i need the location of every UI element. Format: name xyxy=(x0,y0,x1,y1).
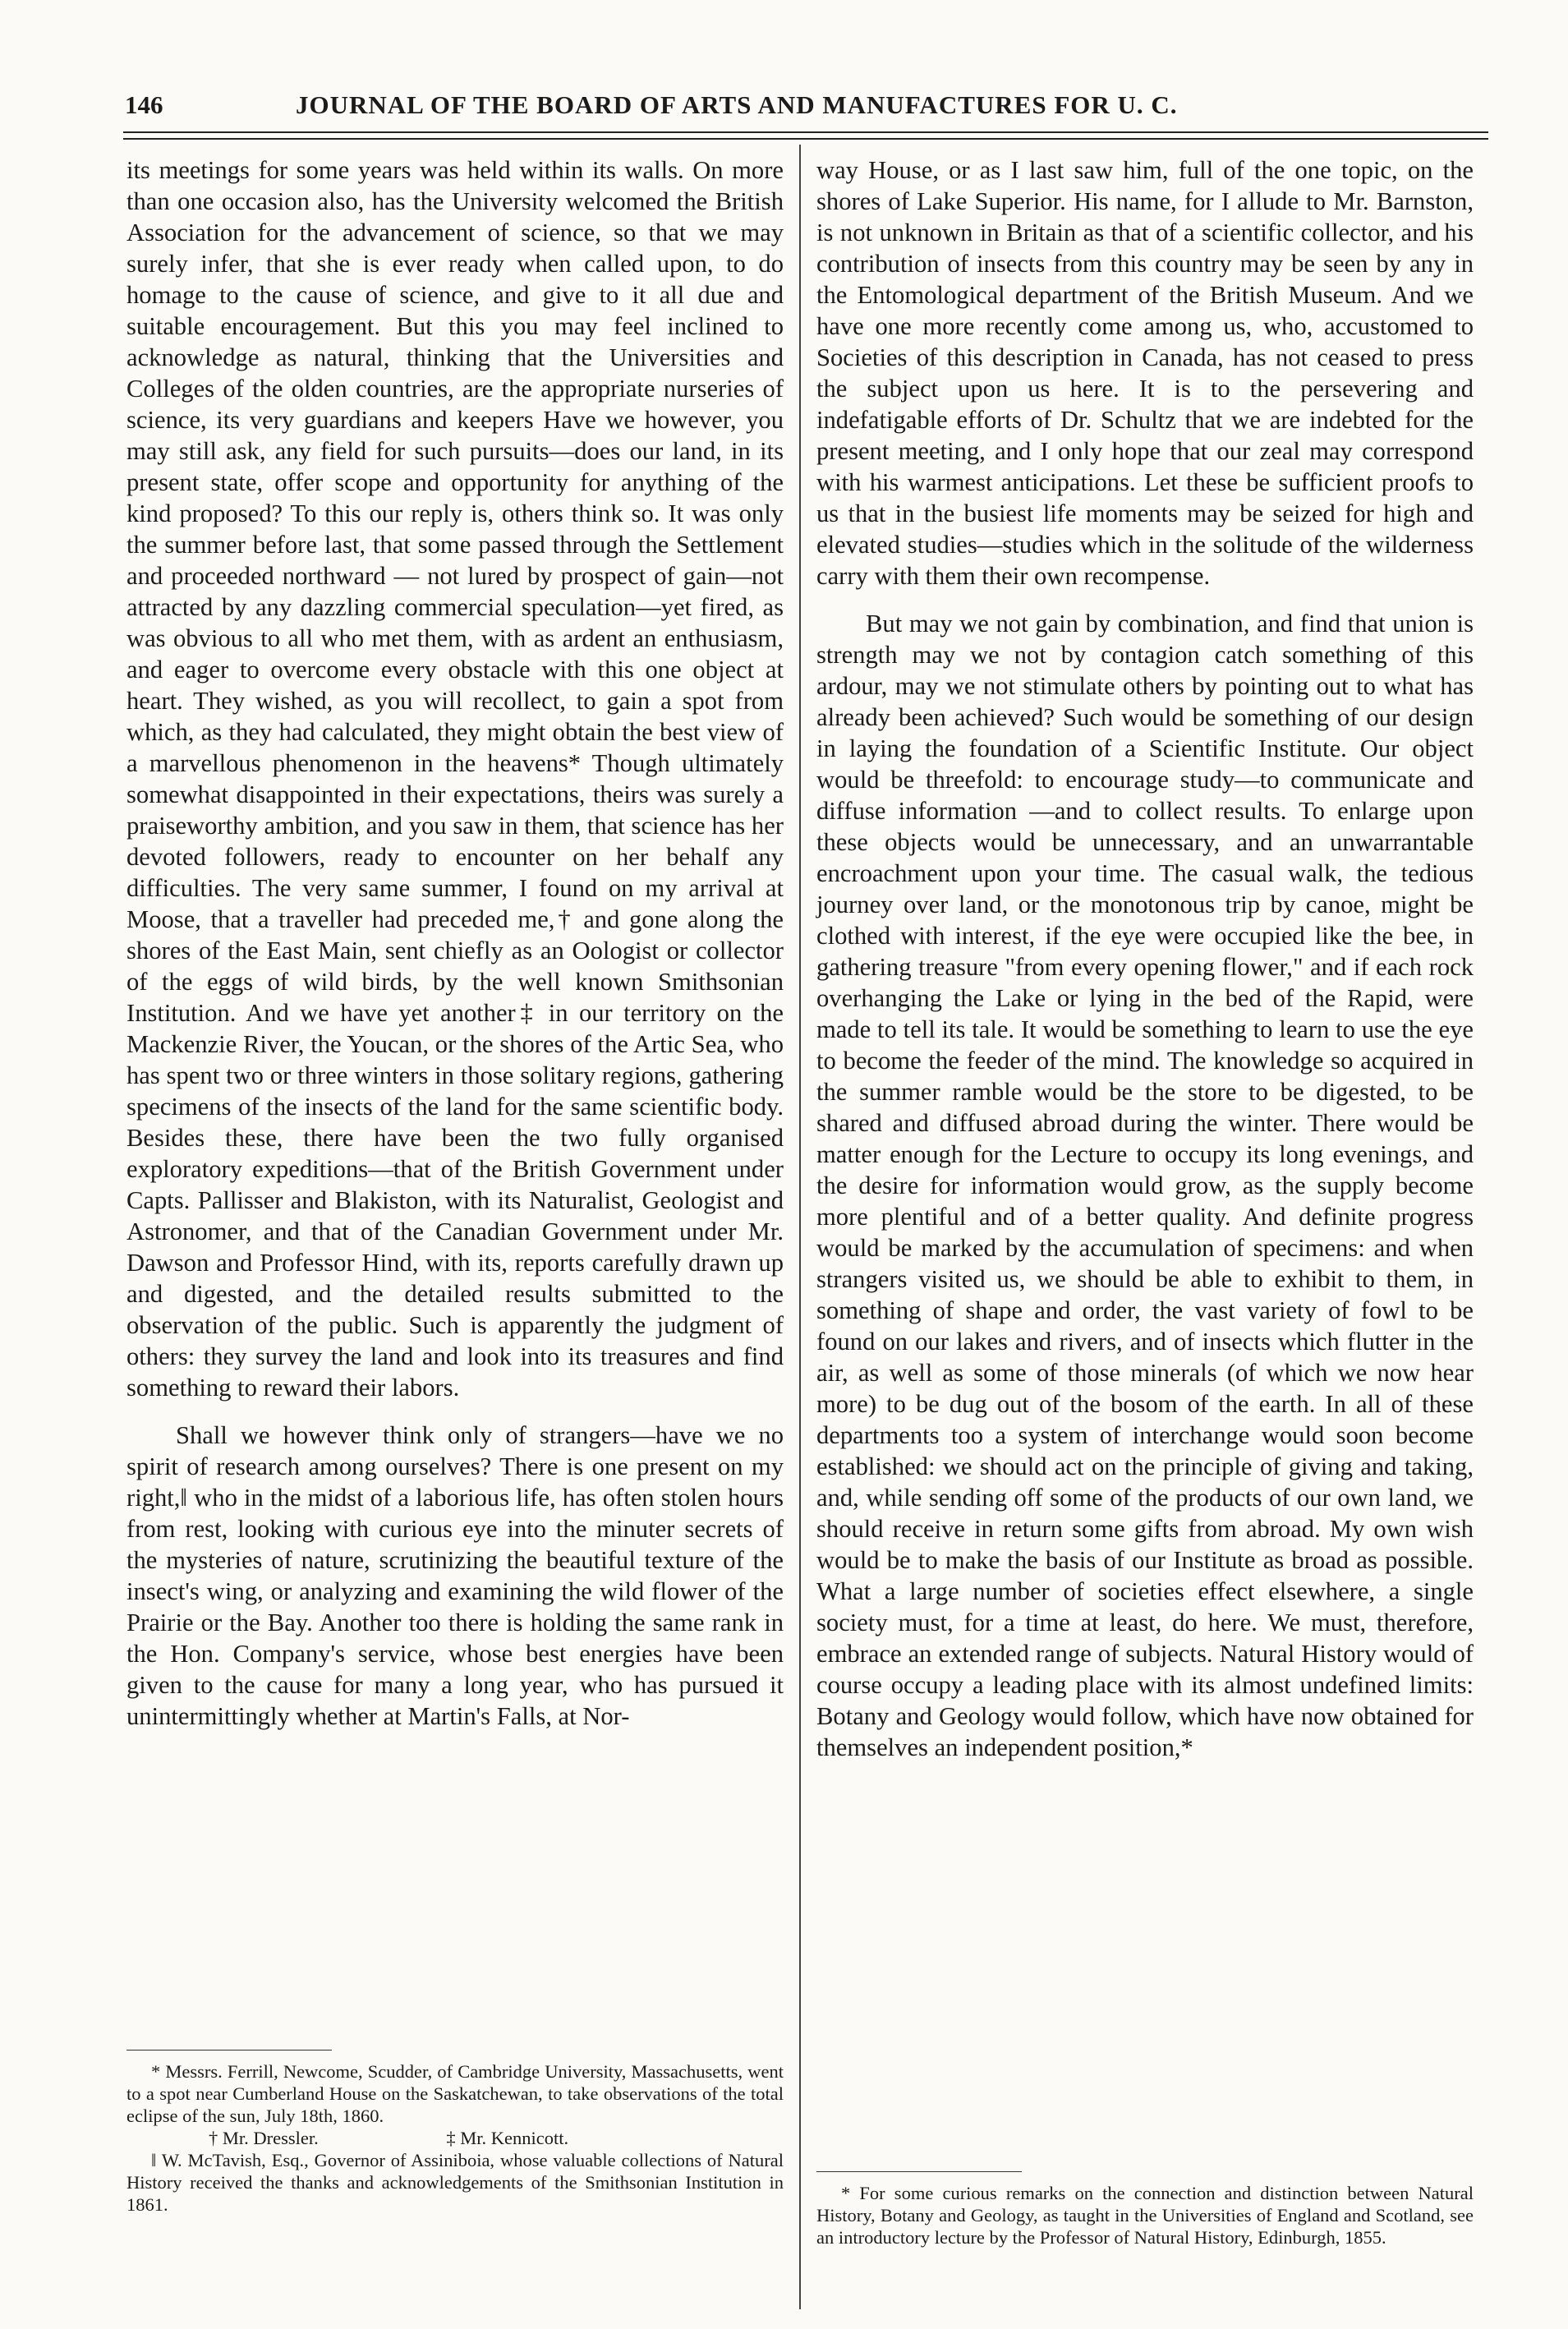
footnote-star-right: * For some curious remarks on the connection and distinction between Natural History, Botany and Geology, as taught in the Universities of England and Scotland, see an introductory lecture by the Professor of Natural History, Edinburgh, 1855. xyxy=(816,2183,1474,2248)
right-column xyxy=(816,154,1474,1763)
footnote-double-dagger: ‡ Mr. Kennicott. xyxy=(446,2128,569,2148)
footnote-daggers xyxy=(126,2127,784,2149)
running-head: JOURNAL OF THE BOARD OF ARTS AND MANUFACTURES FOR U. C. xyxy=(296,90,1178,119)
right-paragraph-2: But may we not gain by combination, and find that union is strength may we not by contagion catch something of this ardour, may we not stimulate others by pointing out to what has already been achieved? Such would be something of our design in laying the foundation of a Scientific Institute. Our object would be threefold: to encourage study—to communicate and diffuse information —and to collect results. To enlarge upon these objects would be unnecessary, and an unwarrantable encroachment upon your time. The casual walk, the tedious journey over land, or the monotonous trip by canoe, might be clothed with interest, if the eye were occupied like the bee, in gathering treasure "from every opening flower," and if each rock overhanging the Lake or lying in the bed of the Rapid, were made to tell its tale. It would be something to learn to use the eye to become the feeder of the mind. The knowledge so acquired in the summer ramble would be the store to be digested, to be shared and diffused abroad during the winter. There would be matter enough for the Lecture to occupy its long evenings, and the desire for information would grow, as the supply become more plentiful and of a better quality. And definite progress would be marked by the accumulation of specimens: and when strangers visited us, we should be able to exhibit to them, in something of shape and order, the vast variety of fowl to be found on our lakes and rivers, and of insects which flutter in the air, as well as some of those minerals (of which we now hear more) to be dug out of the bosom of the earth. In all of these departments too a system of interchange would soon become established: we should act on the principle of giving and taking, and, while sending off some of the products of our own land, we should receive in return some gifts from abroad. My own wish would be to make the basis of our Institute as broad as possible. What a large number of societies effect elsewhere, a single society must, for a time at least, do here. We must, therefore, embrace an extended range of subjects. Natural History would of course occupy a leading place with its almost undefined limits: Botany and Geology would follow, which have now obtained for themselves an independent position,* xyxy=(816,610,1474,1761)
left-paragraph-2: Shall we however think only of strangers—have we no spirit of research among ourselves? There is one present on my right,‖ who in the midst of a laborious life, has often stolen hours from rest, looking with curious eye into the minuter secrets of the mysteries of nature, scrutinizing the beautiful texture of the insect's wing, or analyzing and examining the wild flower of the Prairie or the Bay. Another too there is holding the same rank in the Hon. Company's service, whose best energies have been given to the cause for many a long year, who has pursued it unintermittingly whether at Martin's Falls, at Nor- xyxy=(126,1421,784,1730)
column-divider xyxy=(799,145,801,2309)
footnote-parallel: ‖ W. McTavish, Esq., Governor of Assiniboia, whose valuable collections of Natural History received the thanks and acknowledgements of the Smithsonian Institution in 1861. xyxy=(126,2150,784,2215)
footnotes-left xyxy=(126,2060,784,2216)
footnote-dagger: † Mr. Dressler. xyxy=(209,2128,319,2148)
left-paragraph-1: its meetings for some years was held within its walls. On more than one occasion also, has the University welcomed the British Association for the advancement of science, so that we may surely infer, that she is ever ready when called upon, to do homage to the cause of science, and give to it all due and suitable encouragement. But this you may feel inclined to acknowledge as natural, thinking that the Universities and Colleges of the olden countries, are the appropriate nurseries of science, its very guardians and keepers Have we however, you may still ask, any field for such pursuits—does our land, in its present state, offer scope and opportunity for anything of the kind proposed? To this our reply is, others think so. It was only the summer before last, that some passed through the Settlement and proceeded northward — not lured by prospect of gain—not attracted by any dazzling commercial speculation—yet fired, as was obvious to all who met them, with as ardent an enthusiasm, and eager to overcome every obstacle with this one object at heart. They wished, as you will recollect, to gain a spot from which, as they had calculated, they might obtain the best view of a marvellous phenomenon in the heavens* Though ultimately somewhat disappointed in their expectations, theirs was surely a praiseworthy ambition, and you saw in them, that science has her devoted followers, ready to encounter on her behalf any difficulties. The very same summer, I found on my arrival at Moose, that a traveller had preceded me,† and gone along the shores of the East Main, sent chiefly as an Oologist or collector of the eggs of wild birds, by the well known Smithsonian Institution. And we have yet another‡ in our territory on the Mackenzie River, the Youcan, or the shores of the Artic Sea, who has spent two or three winters in those solitary regions, gathering specimens of the insects of the land for the same scientific body. Besides these, there have been the two fully organised exploratory expeditions—that of the British Government under Capts. Pallisser and Blakiston, with its Naturalist, Geologist and Astronomer, and that of the Canadian Government under Mr. Dawson and Professor Hind, with its, reports carefully drawn up and digested, and the detailed results submitted to the observation of the public. Such is apparently the judgment of others: they survey the land and look into its treasures and find something to reward their labors. xyxy=(126,156,784,1402)
header-rule-double xyxy=(123,138,1488,140)
right-paragraph-1: way House, or as I last saw him, full of the one topic, on the shores of Lake Superior. His name, for I allude to Mr. Barnston, is not unknown in Britain as that of a scientific collector, and his contribution of insects from this country may be seen by any in the Entomological department of the British Museum. And we have one more recently come among us, who, accustomed to Societies of this description in Canada, has not ceased to press the subject upon us here. It is to the persevering and indefatigable efforts of Dr. Schultz that we are indebted for the present meeting, and I only hope that our zeal may correspond with his warmest anticipations. Let these be sufficient proofs to us that in the busiest life moments may be seized for high and elevated studies—studies which in the solitude of the wilderness carry with them their own recompense. xyxy=(816,156,1474,590)
footnote-rule-right xyxy=(816,2171,1022,2172)
footnote-rule-left xyxy=(126,2050,332,2051)
footnote-star: * Messrs. Ferrill, Newcome, Scudder, of Cambridge University, Massachusetts, went to a spot near Cumberland House on the Saskatchewan, to take observations of the total eclipse of the sun, July 18th, 1860. xyxy=(126,2061,784,2126)
footnotes-right xyxy=(816,2182,1474,2248)
page-number: 146 xyxy=(125,90,163,119)
header-rule xyxy=(123,131,1488,133)
left-column xyxy=(126,154,784,1732)
